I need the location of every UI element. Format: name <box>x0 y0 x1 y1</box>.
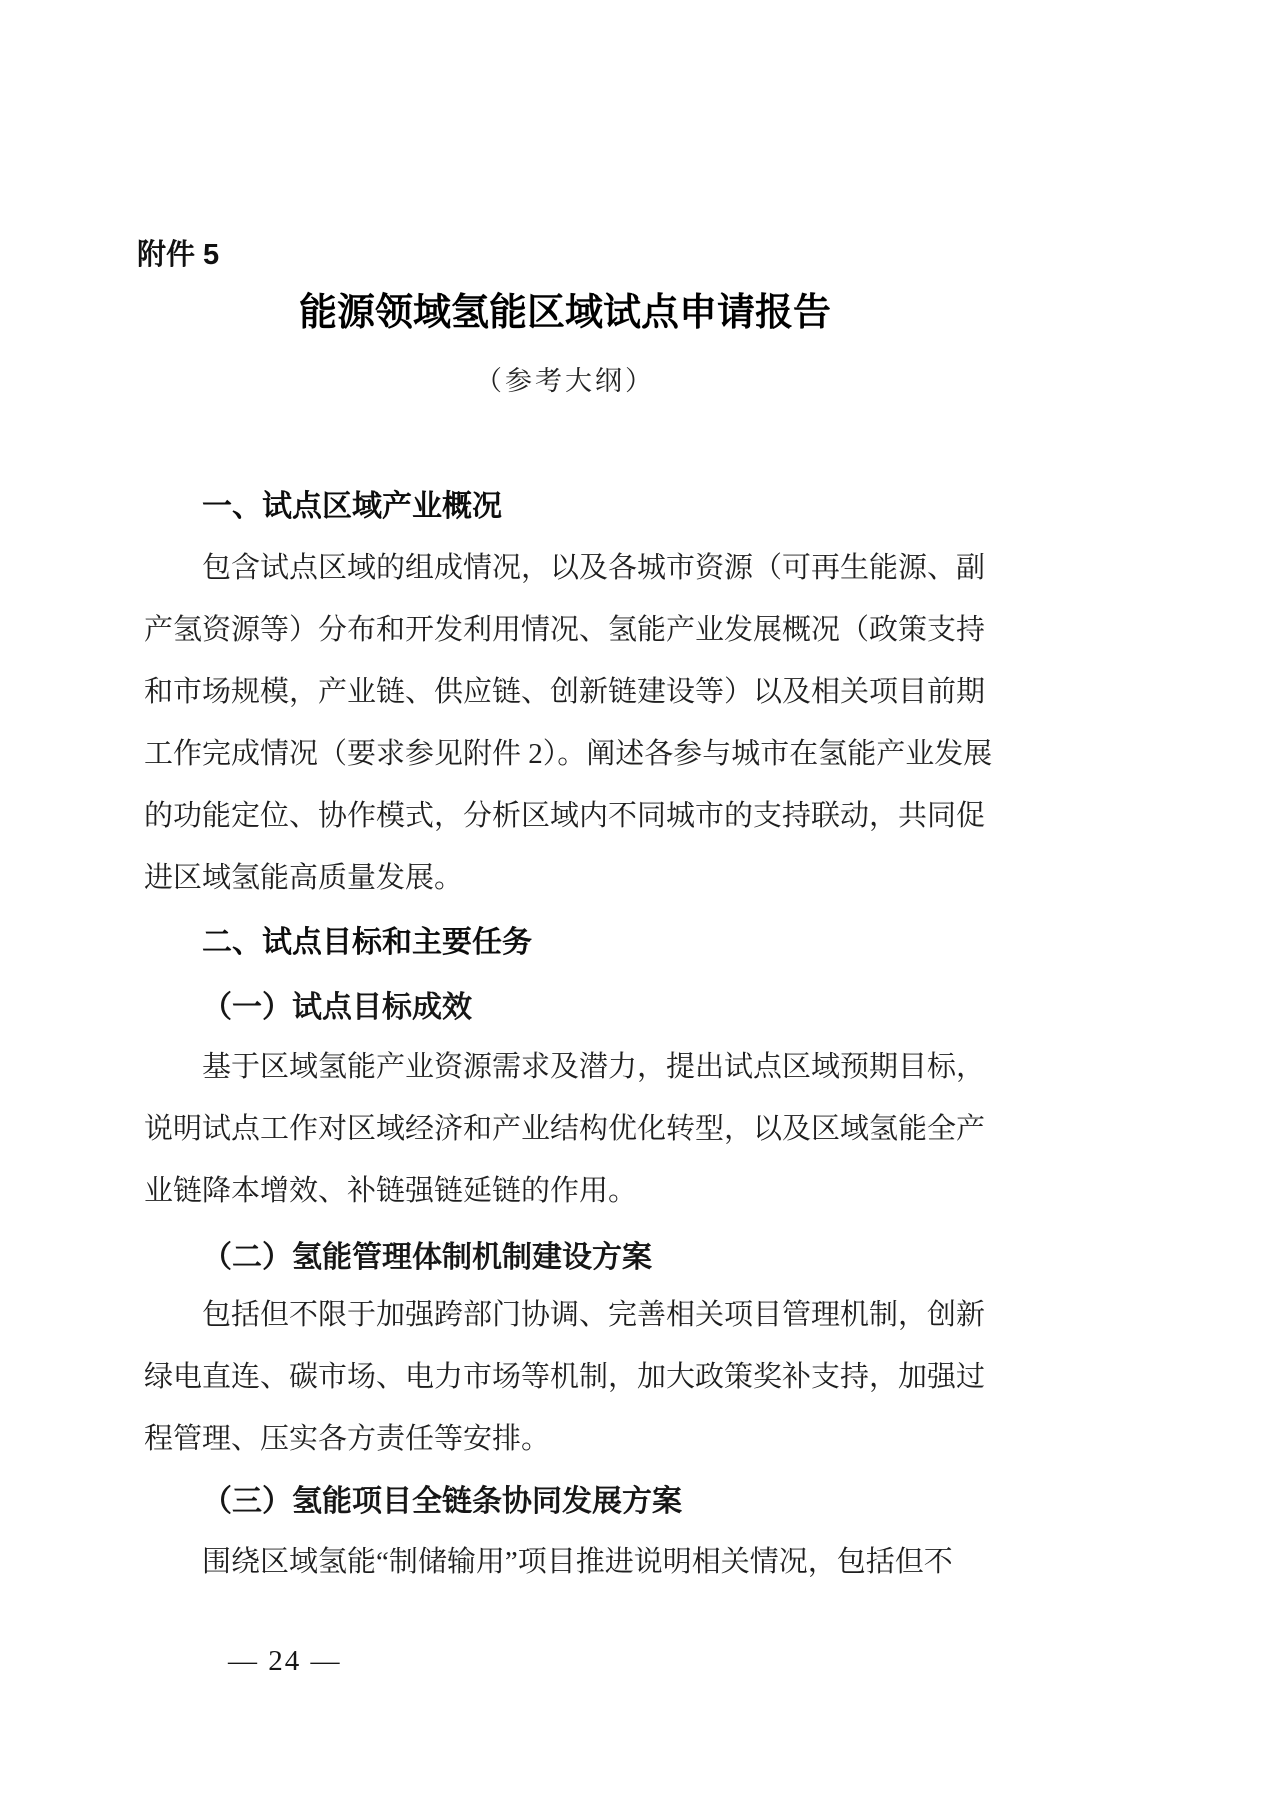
body-line: 说明试点工作对区域经济和产业结构优化转型，以及区域氢能全产 <box>144 1113 986 1145</box>
subsection-3-heading: （三）氢能项目全链条协同发展方案 <box>202 1485 682 1518</box>
subsection-1-paragraph <box>144 1036 986 1222</box>
attachment-label: 附件 5 <box>137 239 220 271</box>
body-line: 工作完成情况（要求参见附件 2）。阐述各参与城市在氢能产业发展 <box>144 738 993 770</box>
subsection-1-heading: （一）试点目标成效 <box>202 991 472 1024</box>
body-line: 绿电直连、碳市场、电力市场等机制，加大政策奖补支持，加强过 <box>144 1361 986 1393</box>
body-line: 和市场规模，产业链、供应链、创新链建设等）以及相关项目前期 <box>144 676 986 708</box>
section-2-heading: 二、试点目标和主要任务 <box>202 926 532 959</box>
page-number: — 24 — <box>228 1645 342 1677</box>
body-line: 基于区域氢能产业资源需求及潜力，提出试点区域预期目标， <box>202 1051 986 1083</box>
subsection-2-paragraph <box>144 1284 986 1470</box>
body-line: 产氢资源等）分布和开发利用情况、氢能产业发展概况（政策支持 <box>144 614 986 646</box>
body-line: 程管理、压实各方责任等安排。 <box>144 1423 551 1455</box>
body-line: 的功能定位、协作模式，分析区域内不同城市的支持联动，共同促 <box>144 800 986 832</box>
body-line: 包含试点区域的组成情况，以及各城市资源（可再生能源、副 <box>202 552 986 584</box>
section-1-paragraph <box>144 537 993 909</box>
section-1-heading: 一、试点区域产业概况 <box>202 490 502 523</box>
document-title: 能源领域氢能区域试点申请报告 <box>298 292 831 334</box>
document-subtitle: （参考大纲） <box>475 366 655 396</box>
body-line: 围绕区域氢能“制储输用”项目推进说明相关情况，包括但不 <box>202 1546 953 1578</box>
body-line: 包括但不限于加强跨部门协调、完善相关项目管理机制，创新 <box>202 1299 986 1331</box>
subsection-2-heading: （二）氢能管理体制机制建设方案 <box>202 1241 652 1274</box>
body-line: 进区域氢能高质量发展。 <box>144 862 464 894</box>
body-line: 业链降本增效、补链强链延链的作用。 <box>144 1175 638 1207</box>
subsection-3-paragraph <box>144 1531 986 1593</box>
